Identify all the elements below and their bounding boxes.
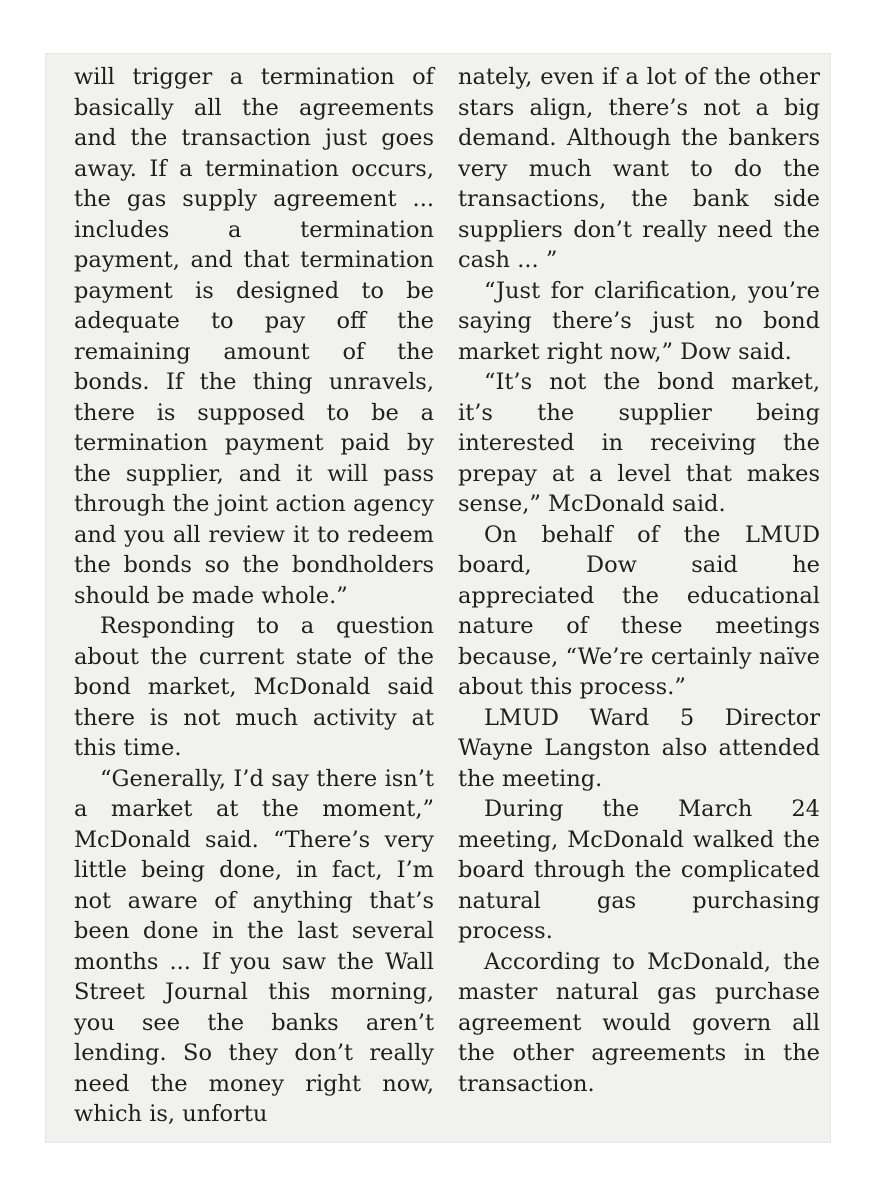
paragraph: According to McDonald, the master natural gas purchase agreement would govern all the other agreements in the transaction. (458, 948, 820, 1097)
article-column-left (74, 62, 434, 1130)
paragraph: “It’s not the bond market, it’s the supplier being interested in receiving the prepay at a level that makes sense,” McDonald said. (458, 369, 820, 517)
paragraph: Responding to a question about the current state of the bond market, McDonald said there is not much activity at this time. (74, 613, 434, 761)
paragraph: “Just for clarification, you’re saying there’s just no bond market right now,” Dow said. (458, 277, 820, 365)
paragraph: nately, even if a lot of the other stars align, there’s not a big demand. Although the bankers very much want to do the transactions, the bank side suppliers don’t really need the cash ... ” (458, 64, 820, 273)
newspaper-clipping (46, 54, 830, 1142)
paragraph: “Generally, I’d say there isn’t a market at the moment,” McDonald said. “There’s very little being done, in fact, I’m not aware of anything that’s been done in the last several months ... If you saw the Wall Street Journal this morning, you see the banks aren’t lending. So they don’t really need the money right now, which is, unfortu (74, 765, 434, 1127)
paragraph: LMUD Ward 5 Director Wayne Langston also attended the meeting. (458, 704, 820, 792)
paragraph: During the March 24 meeting, McDonald walked the board through the complicated natural gas purchasing process. (458, 796, 820, 944)
article-column-right (458, 62, 820, 1099)
paragraph: On behalf of the LMUD board, Dow said he appreciated the educational nature of these meetings because, “We’re certainly naïve about this process.” (458, 521, 820, 700)
paragraph: will trigger a termination of basically all the agreements and the transaction just goes away. If a termination occurs, the gas supply agreement ... includes a termination payment, and that termination payment is designed to be adequate to pay off the remaining amount of the bonds. If the thing unravels, there is supposed to be a termination payment paid by the supplier, and it will pass through the joint action agency and you all review it to redeem the bonds so the bondholders should be made whole.” (74, 64, 434, 609)
